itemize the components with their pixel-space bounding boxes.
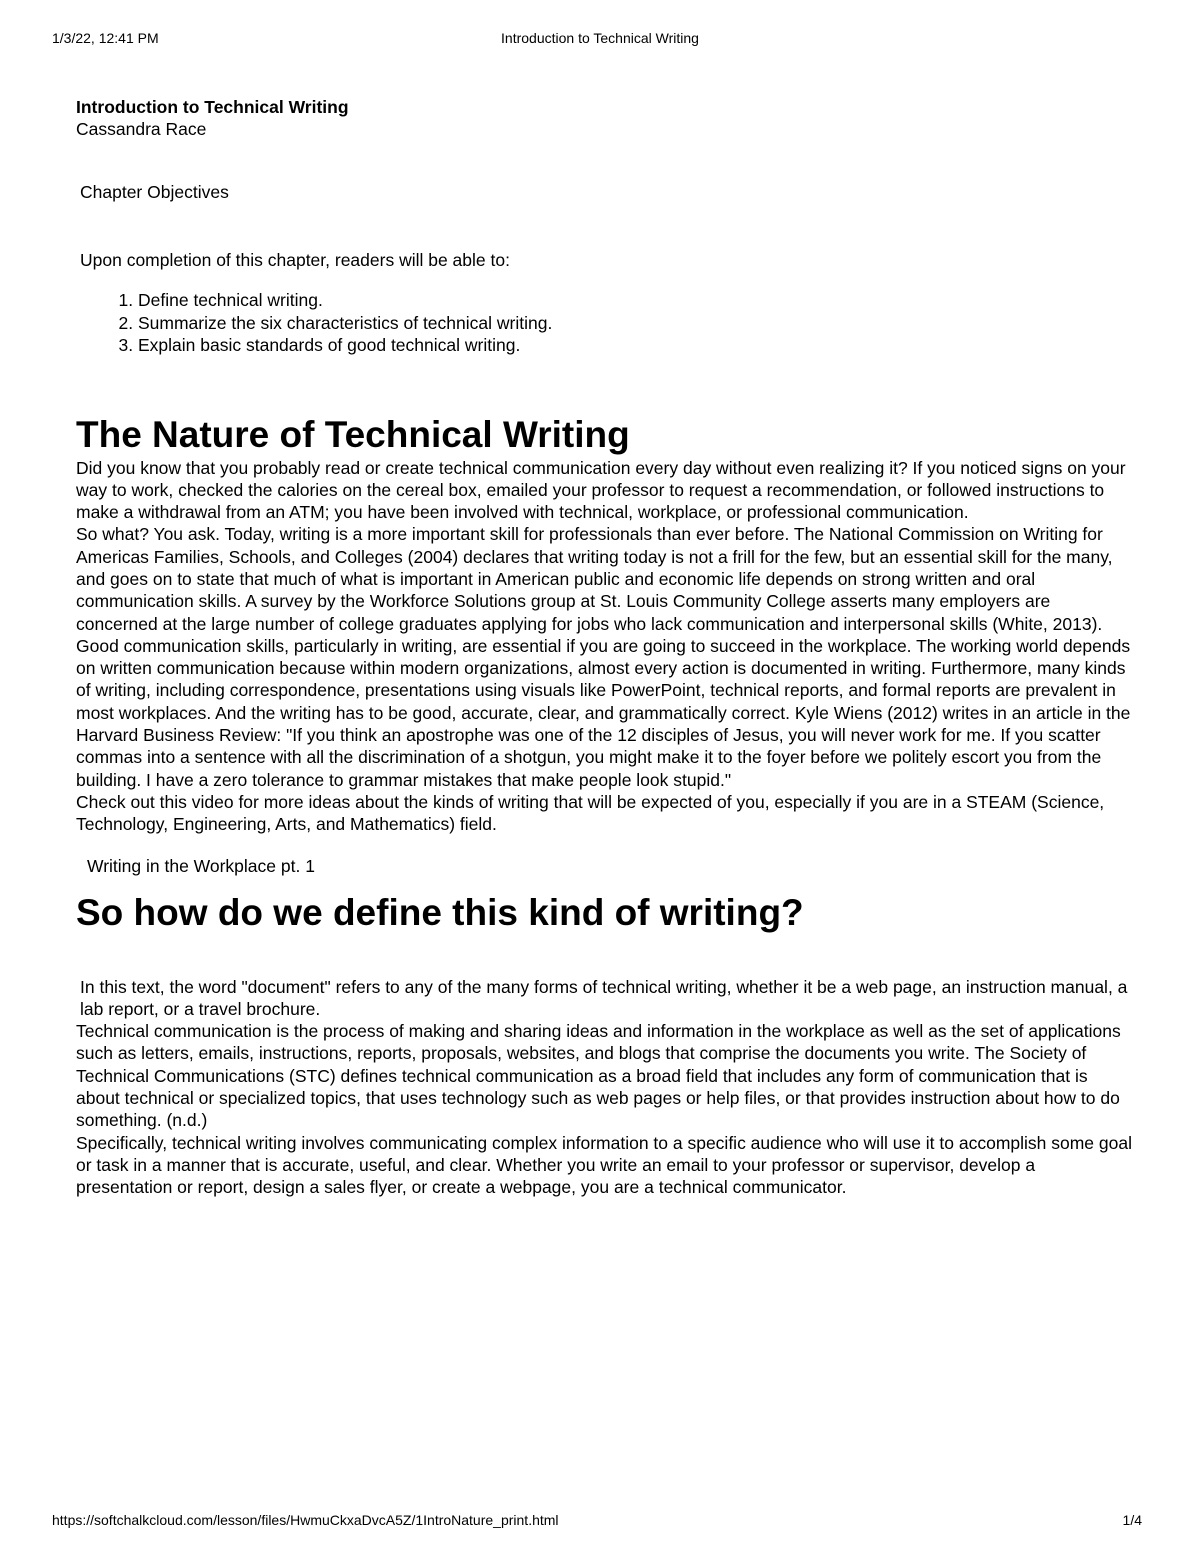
objectives-intro: Upon completion of this chapter, readers will be able to:: [80, 250, 510, 270]
video-link[interactable]: Writing in the Workplace pt. 1: [87, 855, 315, 876]
document-definition-note: In this text, the word "document" refers to any of the many forms of technical writing, whether it be a web page, an instruction manual, a lab report, or a travel brochure.: [80, 976, 1128, 1019]
body-paragraph: Check out this video for more ideas about the kinds of writing that will be expected of you, especially if you are in a STEAM (Science, Technology, Engineering, Arts, and Mathematics) field.: [76, 791, 1105, 835]
lesson-title: Introduction to Technical Writing: [76, 97, 349, 117]
body-paragraph: Good communication skills, particularly in writing, are essential if you are going to succeed in the workplace. The working world depends on written communication because within modern organizations, almost every action is documented in writing. Furthermore, many kinds of writing, including correspondence, presentations using visuals like PowerPoint, technical reports, and formal reports are prevalent in most workplaces. And the writing has to be good, accurate, clear, and grammatically correct. Kyle Wiens (2012) writes in an article in the Harvard Business Review: "If you think an apostrophe was one of the 12 disciples of Jesus, you will never work for me. If you scatter commas into a sentence with all the discrimination of a shotgun, you might make it to the foyer before we politely escort you from the building. I have a zero tolerance to grammar mistakes that make people look stupid.": [76, 635, 1131, 790]
objectives-heading: Chapter Objectives: [80, 182, 229, 202]
section-heading-define: So how do we define this kind of writing?: [76, 891, 804, 933]
body-paragraph: Did you know that you probably read or create technical communication every day without even realizing it? If you noticed signs on your way to work, checked the calories on the cereal box, emailed your professor to request a recommendation, or followed instructions to make a withdrawal from an ATM; you have been involved with technical, workplace, or professional communication.: [76, 457, 1126, 523]
print-footer: [52, 1512, 1148, 1532]
body-paragraph: Technical communication is the process of making and sharing ideas and information in the workplace as well as the set of applications such as letters, emails, instructions, reports, proposals, websites, and blogs that comprise the documents you write. The Society of Technical Communications (STC) defines technical communication as a broad field that includes any form of communication that is about technical or specialized topics, that uses technology such as web pages or help files, or that provides instruction about how to do something. (n.d.): [76, 1021, 1121, 1131]
print-url: https://softchalkcloud.com/lesson/files/HwmuCkxaDvcA5Z/1IntroNature_print.html: [52, 1512, 559, 1528]
objectives-list: [76, 289, 1136, 357]
print-datetime: 1/3/22, 12:41 PM: [52, 30, 159, 46]
objective-item: 2. Summarize the six characteristics of technical writing.: [138, 312, 1136, 335]
print-page-title: Introduction to Technical Writing: [501, 30, 699, 46]
document-content: [76, 96, 1136, 1199]
print-header: [52, 30, 1148, 50]
page-number: 1/4: [1122, 1512, 1142, 1528]
body-paragraph: Specifically, technical writing involves communicating complex information to a specific audience who will use it to accomplish some goal or task in a manner that is accurate, useful, and clear. Whether you write an email to your professor or supervisor, develop a presentation or report, design a sales flyer, or create a webpage, you are a technical communicator.: [76, 1132, 1132, 1198]
lesson-author: Cassandra Race: [76, 119, 207, 139]
objective-item: 3. Explain basic standards of good technical writing.: [138, 334, 1136, 357]
objective-item: 1. Define technical writing.: [138, 289, 1136, 312]
body-paragraph: So what? You ask. Today, writing is a more important skill for professionals than ever before. The National Commission on Writing for Americas Families, Schools, and Colleges (2004) declares that writing today is not a frill for the few, but an essential skill for the many, and goes on to state that much of what is important in American public and economic life depends on strong written and oral communication skills. A survey by the Workforce Solutions group at St. Louis Community College asserts many employers are concerned at the large number of college graduates applying for jobs who lack communication and interpersonal skills (White, 2013).: [76, 524, 1113, 634]
section-heading-nature: The Nature of Technical Writing: [76, 413, 630, 455]
